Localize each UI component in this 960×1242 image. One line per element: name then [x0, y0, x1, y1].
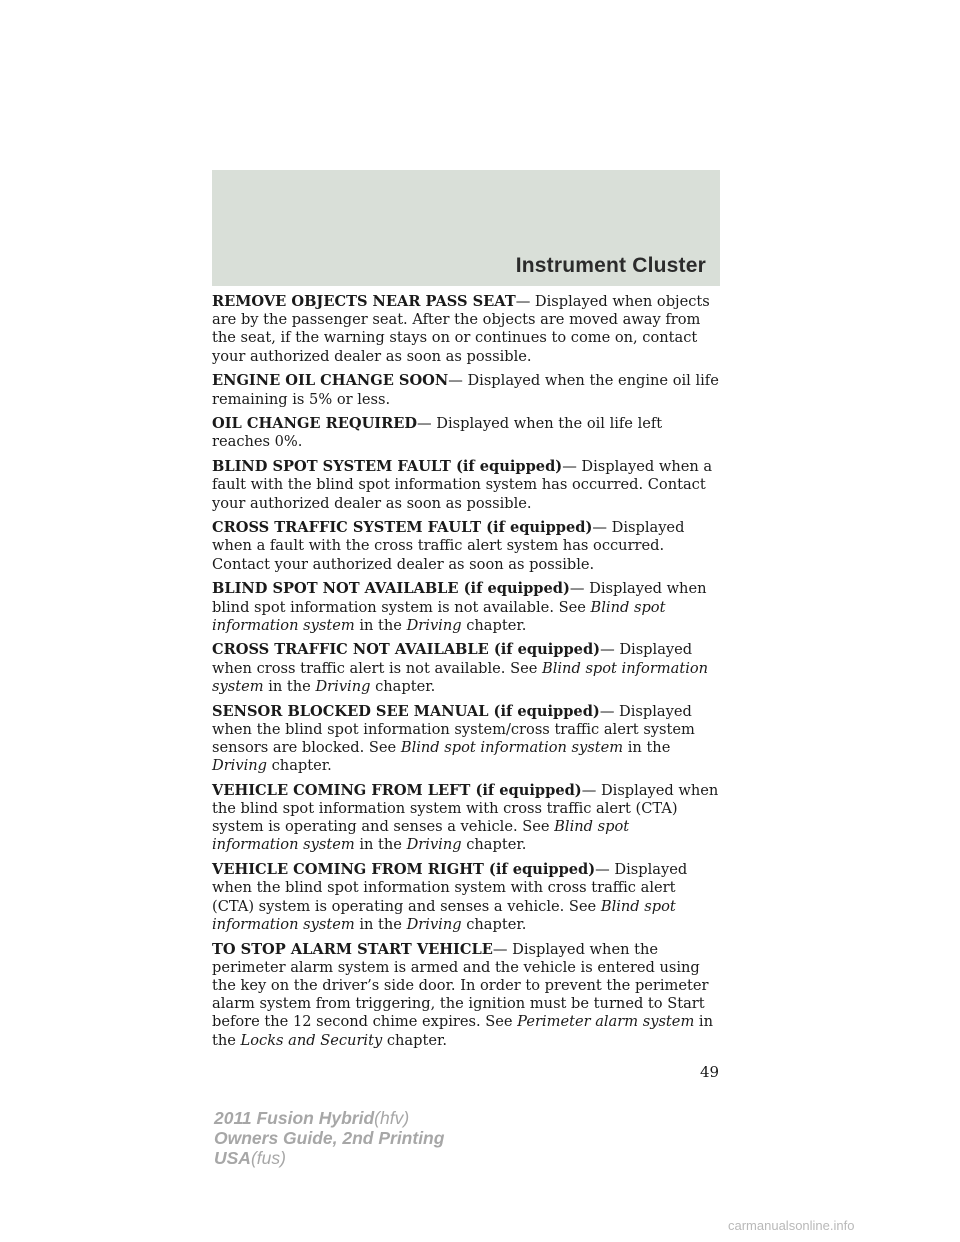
message-entry — [212, 580, 720, 635]
footer-model-code: (hfv) — [374, 1108, 410, 1128]
message-description: chapter. — [461, 915, 527, 933]
cross-reference: Blind spot information system — [212, 897, 676, 933]
cross-reference: Driving — [212, 757, 267, 775]
cross-reference: Perimeter alarm system — [517, 1013, 695, 1031]
footer-line-model — [214, 1108, 444, 1128]
message-entry — [212, 941, 720, 1050]
message-description: in the — [354, 616, 407, 634]
message-description: in the — [623, 738, 671, 756]
watermark: carmanualsonline.info — [728, 1218, 855, 1233]
cross-reference: Blind spot information system — [400, 738, 624, 756]
cross-reference: Driving — [315, 677, 371, 695]
message-description: — Displayed when the blind spot information system/cross traffic alert system sensors are blocked. See — [212, 702, 695, 756]
message-description: — Displayed when blind spot information system is not available. See — [212, 580, 707, 616]
message-description: in the — [263, 677, 316, 695]
message-description: chapter. — [461, 836, 527, 854]
message-description: chapter. — [267, 757, 332, 775]
message-term: BLIND SPOT NOT AVAILABLE (if equipped) — [212, 580, 570, 598]
cross-reference: Driving — [406, 616, 462, 634]
footer-guide: Owners Guide, 2nd Printing — [214, 1128, 445, 1148]
message-term: OIL CHANGE REQUIRED — [212, 415, 418, 433]
message-description: — Displayed when the perimeter alarm system is armed and the vehicle is entered using the key on the driver’s side door. In order to prevent the perimeter alarm system from triggering, the ignition must be turned to Start before the 12 second chime expires. See — [212, 940, 709, 1031]
message-description: — Displayed when the engine oil life remaining is 5% or less. — [212, 372, 719, 408]
document-footer — [214, 1108, 444, 1168]
message-term: VEHICLE COMING FROM RIGHT (if equipped) — [212, 861, 596, 879]
chapter-title: Instrument Cluster — [515, 254, 706, 277]
message-entry — [212, 641, 720, 696]
footer-line-market — [214, 1148, 444, 1168]
message-description: in the — [212, 1013, 713, 1049]
message-term: REMOVE OBJECTS NEAR PASS SEAT — [212, 293, 516, 310]
message-description: in the — [354, 836, 407, 854]
message-description: — Displayed when a fault with the blind spot information system has occurred. Contact your authorized dealer as soon as possible. — [212, 458, 713, 512]
message-description: — Displayed when cross traffic alert is not available. See — [212, 641, 693, 677]
message-term: TO STOP ALARM START VEHICLE — [212, 940, 493, 958]
message-entry — [212, 415, 720, 451]
footer-model: 2011 Fusion Hybrid — [214, 1108, 375, 1128]
message-entry — [212, 458, 720, 513]
chapter-header — [212, 170, 720, 286]
cross-reference: Blind spot information system — [212, 659, 709, 695]
message-term: SENSOR BLOCKED SEE MANUAL (if equipped) — [212, 702, 600, 720]
message-list — [212, 293, 720, 1056]
message-entry — [212, 519, 720, 574]
message-description: — Displayed when the blind spot information system with cross traffic alert (CTA) system is operating and senses a vehicle. See — [212, 861, 688, 915]
message-entry — [212, 703, 720, 776]
message-description: — Displayed when the blind spot information system with cross traffic alert (CTA) system is operating and senses a vehicle. See — [212, 781, 719, 836]
footer-line-guide — [214, 1128, 444, 1148]
message-term: BLIND SPOT SYSTEM FAULT (if equipped) — [212, 458, 563, 476]
cross-reference: Blind spot information system — [212, 598, 666, 634]
message-description: chapter. — [382, 1031, 447, 1049]
message-term: CROSS TRAFFIC NOT AVAILABLE (if equipped) — [212, 641, 601, 659]
message-description: chapter. — [370, 677, 436, 695]
cross-reference: Driving — [406, 836, 462, 854]
footer-market-code: (fus) — [250, 1148, 286, 1168]
message-description: chapter. — [461, 616, 527, 634]
footer-market: USA — [214, 1148, 251, 1168]
message-term: VEHICLE COMING FROM LEFT (if equipped) — [212, 781, 582, 799]
cross-reference: Locks and Security — [240, 1031, 383, 1049]
message-description: — Displayed when a fault with the cross traffic alert system has occurred. Contact your authorized dealer as soon as possible. — [212, 519, 685, 573]
message-entry — [212, 782, 720, 855]
message-entry — [212, 372, 720, 408]
message-description: — Displayed when the oil life left reaches 0%. — [212, 415, 663, 451]
message-entry — [212, 293, 720, 366]
message-term: CROSS TRAFFIC SYSTEM FAULT (if equipped) — [212, 519, 593, 537]
message-description: — Displayed when objects are by the passenger seat. After the objects are moved away from the seat, if the warning stays on or continues to come on, contact your authorized dealer as soon as possible. — [212, 293, 710, 365]
message-term: ENGINE OIL CHANGE SOON — [212, 372, 449, 390]
page-number: 49 — [700, 1063, 720, 1081]
message-entry — [212, 861, 720, 934]
message-description: in the — [354, 915, 407, 933]
cross-reference: Driving — [406, 915, 462, 933]
cross-reference: Blind spot information system — [212, 818, 630, 854]
